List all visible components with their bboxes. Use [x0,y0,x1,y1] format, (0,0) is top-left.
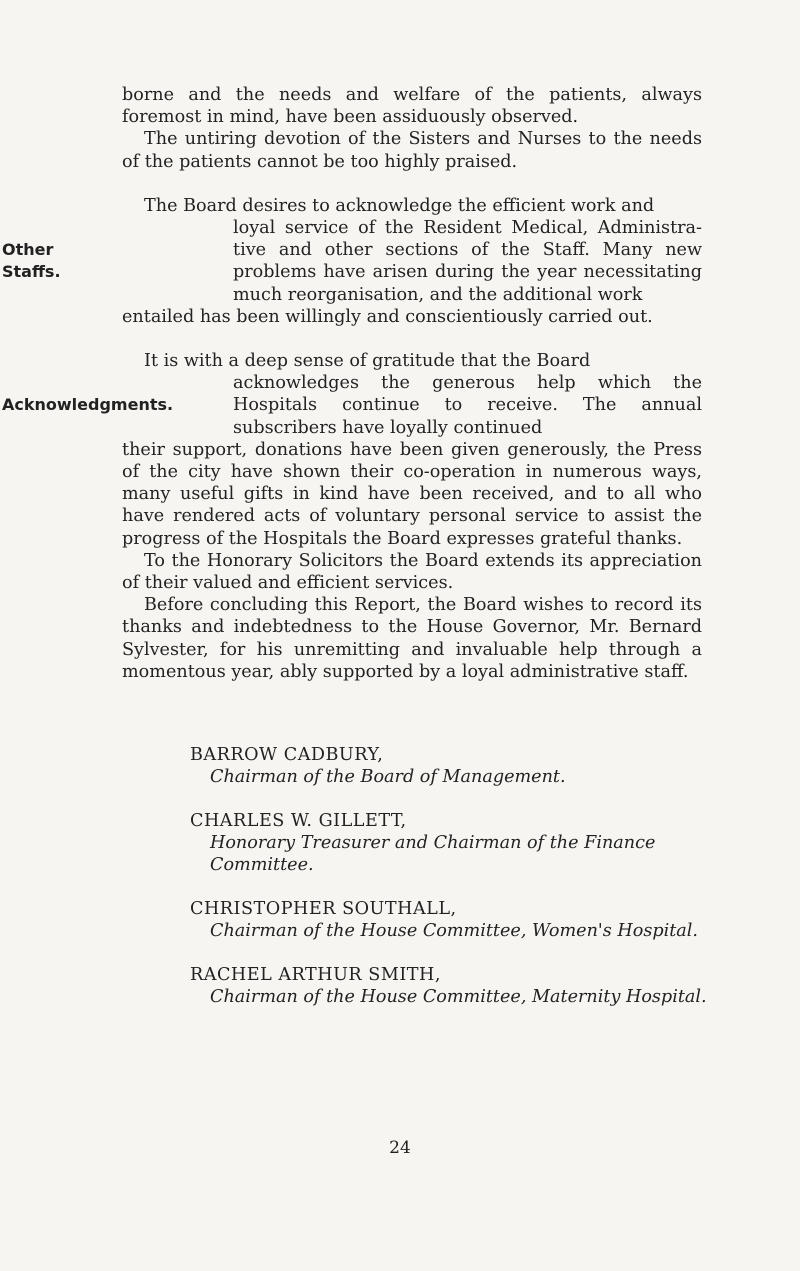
paragraph-solicitors: To the Honorary Solicitors the Board extends its appreciation of their valued and efficient services. [122,550,702,594]
paragraph-staff-tail: entailed has been willingly and conscientiously carried out. [122,306,653,327]
paragraph-nurses-devotion: The untiring devotion of the Sisters and Nurses to the needs of the patients cannot be too highly praised. [122,129,702,172]
paragraph-gratitude-lead: It is with a deep sense of gratitude that the Board [144,351,591,372]
paragraph-staff-lead: The Board desires to acknowledge the efficient work and [144,195,655,216]
signature-block [190,744,750,788]
signature-block [190,898,750,942]
staff-section [2,217,702,306]
side-label-acknowledgments: Acknowledgments. [2,395,174,415]
paragraph-gratitude-tail: their support, donations have been given generously, the Press of the city have shown their co-operation in numerous ways, many useful gifts in kind have been received, and to all who have rendered acts of voluntary personal service to assist the progress of the Hospitals the Board expresses grateful thanks. [122,439,702,549]
signatory-name: RACHEL ARTHUR SMITH, [190,965,441,985]
side-label-other-staffs: Other Staffs. [2,240,61,282]
signatory-name: BARROW CADBURY, [190,745,384,765]
signatory-name: CHRISTOPHER SOUTHALL, [190,899,457,919]
report-body [2,84,702,683]
paragraph-gratitude-hang: acknowledges the generous help which the Hospitals continue to receive. The annual subscribers have loyally continued [233,373,702,438]
signatory-title: Chairman of the Board of Management. [210,767,566,787]
signatory-title: Chairman of the House Committee, Maternity Hospital. [210,987,707,1007]
signatory-title: Chairman of the House Committee, Women's Hospital. [210,921,699,941]
paragraph-house-governor: Before concluding this Report, the Board wishes to record its thanks and indebtedness to the House Governor, Mr. Bernard Sylvester, for his unremitting and invaluable help through a momentous year, ably supported by a loyal administrative staff. [122,595,702,682]
paragraph-patients-welfare: borne and the needs and welfare of the patients, always foremost in mind, have been assiduously observed. [122,85,702,128]
signatory-name: CHARLES W. GILLETT, [190,811,407,831]
page-number: 24 [389,1138,411,1158]
signatures [190,744,750,1030]
acknowledgments-section [2,372,702,439]
signatory-title: Honorary Treasurer and Chairman of the Finance Committee. [210,833,656,875]
signature-block [190,810,750,876]
signature-block [190,964,750,1008]
paragraph-staff-hang: loyal service of the Resident Medical, Administra- tive and other sections of the Staff. Many new problems have arisen during the year necessitating much reorganisation, and the additional work [233,218,702,305]
